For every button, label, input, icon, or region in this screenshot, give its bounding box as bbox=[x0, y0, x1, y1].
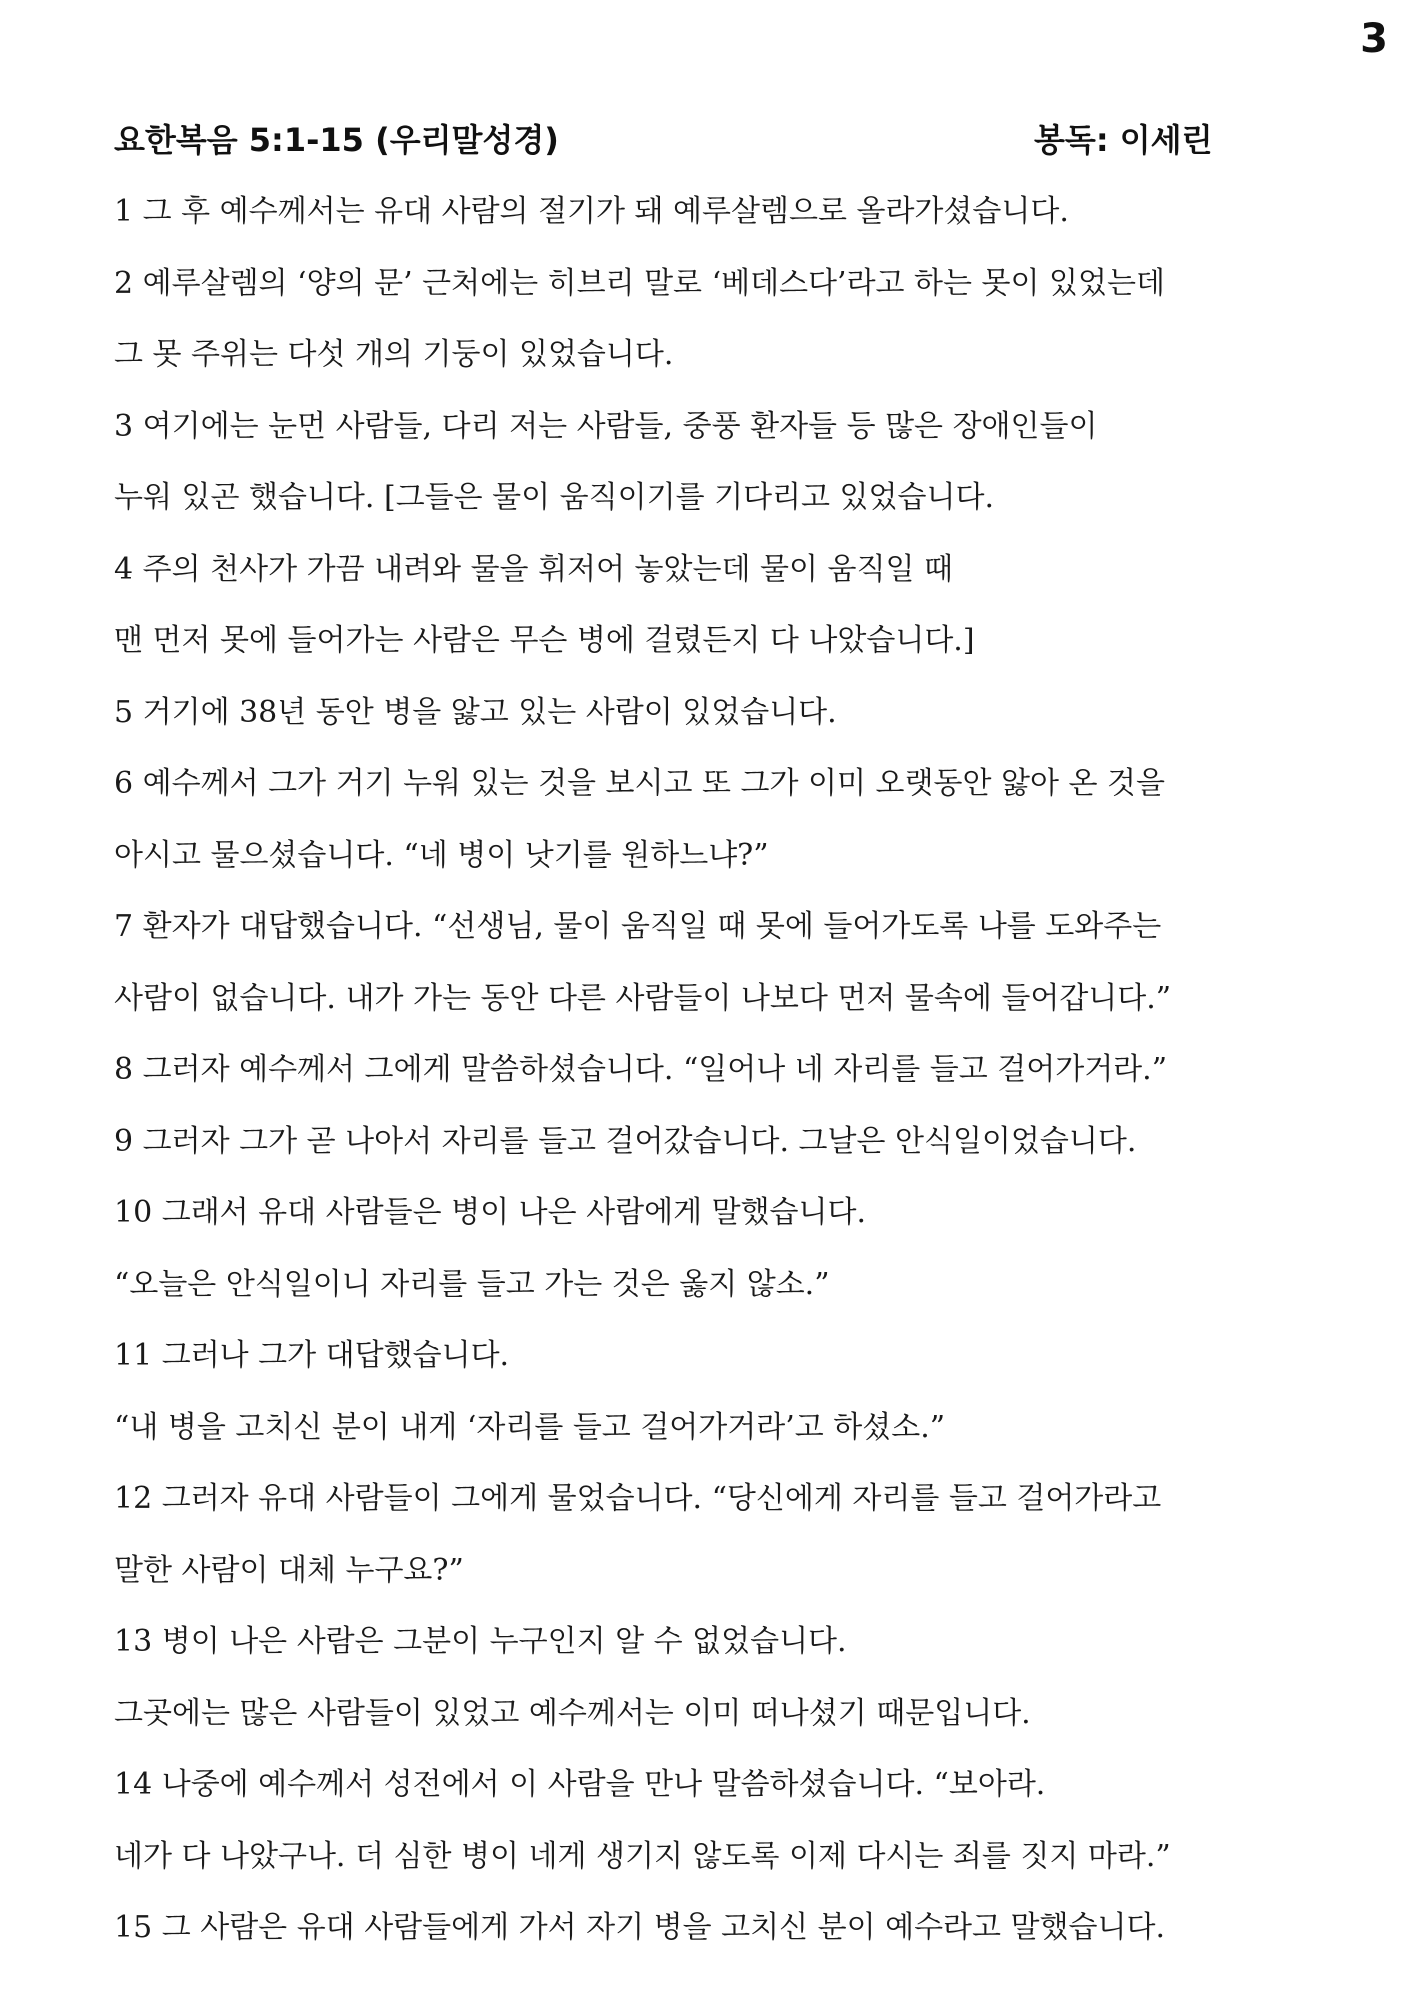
text-line: 누워 있곤 했습니다. [그들은 물이 움직이기를 기다리고 있었습니다. bbox=[114, 480, 994, 515]
text-line: 10 그래서 유대 사람들은 병이 나은 사람에게 말했습니다. bbox=[114, 1195, 867, 1230]
scripture-text bbox=[114, 176, 1314, 1964]
text-line: 2 예루살렘의 ‘양의 문’ 근처에는 히브리 말로 ‘베데스다’라고 하는 못이 있었는데 bbox=[114, 265, 1165, 301]
passage-title: 요한복음 5:1-15 (우리말성경) bbox=[114, 121, 559, 159]
reader-credit: 봉독: 이세린 bbox=[1034, 121, 1213, 159]
text-line: 4 주의 천사가 가끔 내려와 물을 휘저어 놓았는데 물이 움직일 때 bbox=[114, 551, 953, 587]
text-line: 12 그러자 유대 사람들이 그에게 물었습니다. “당신에게 자리를 들고 걸어가라고 bbox=[114, 1481, 1162, 1516]
text-line: 아시고 물으셨습니다. “네 병이 낫기를 원하느냐?” bbox=[114, 837, 769, 873]
text-line: 6 예수께서 그가 거기 누워 있는 것을 보시고 또 그가 이미 오랫동안 앓아 온 것을 bbox=[114, 766, 1165, 801]
page-number: 3 bbox=[1360, 16, 1388, 62]
text-line: 11 그러나 그가 대답했습니다. bbox=[114, 1338, 510, 1373]
text-line: 1 그 후 예수께서는 유대 사람의 절기가 돼 예루살렘으로 올라가셨습니다. bbox=[114, 194, 1069, 229]
passage-header bbox=[114, 112, 1234, 168]
text-line: 5 거기에 38년 동안 병을 앓고 있는 사람이 있었습니다. bbox=[114, 694, 837, 730]
text-line: 3 여기에는 눈먼 사람들, 다리 저는 사람들, 중풍 환자들 등 많은 장애인들이 bbox=[114, 408, 1098, 444]
text-line: “내 병을 고치신 분이 내게 ‘자리를 들고 걸어가거라’고 하셨소.” bbox=[114, 1409, 946, 1445]
text-line: 말한 사람이 대체 누구요?” bbox=[114, 1552, 464, 1588]
text-line: 맨 먼저 못에 들어가는 사람은 무슨 병에 걸렸든지 다 나았습니다.] bbox=[114, 623, 975, 658]
text-line: 8 그러자 예수께서 그에게 말씀하셨습니다. “일어나 네 자리를 들고 걸어가거라.” bbox=[114, 1052, 1168, 1087]
text-line: 그 못 주위는 다섯 개의 기둥이 있었습니다. bbox=[114, 337, 674, 372]
text-line: “오늘은 안식일이니 자리를 들고 가는 것은 옳지 않소.” bbox=[114, 1266, 830, 1302]
text-line: 13 병이 나은 사람은 그분이 누구인지 알 수 없었습니다. bbox=[114, 1624, 847, 1659]
text-line: 9 그러자 그가 곧 나아서 자리를 들고 걸어갔습니다. 그날은 안식일이었습니다. bbox=[114, 1123, 1137, 1159]
text-line: 그곳에는 많은 사람들이 있었고 예수께서는 이미 떠나셨기 때문입니다. bbox=[114, 1695, 1031, 1731]
text-line: 네가 다 나았구나. 더 심한 병이 네게 생기지 않도록 이제 다시는 죄를 짓지 마라.” bbox=[114, 1838, 1171, 1874]
text-line: 14 나중에 예수께서 성전에서 이 사람을 만나 말씀하셨습니다. “보아라. bbox=[114, 1767, 1046, 1802]
text-line: 15 그 사람은 유대 사람들에게 가서 자기 병을 고치신 분이 예수라고 말했습니다. bbox=[114, 1910, 1165, 1945]
text-line: 7 환자가 대답했습니다. “선생님, 물이 움직일 때 못에 들어가도록 나를 도와주는 bbox=[114, 909, 1162, 944]
text-line: 사람이 없습니다. 내가 가는 동안 다른 사람들이 나보다 먼저 물속에 들어갑니다.” bbox=[114, 980, 1172, 1016]
